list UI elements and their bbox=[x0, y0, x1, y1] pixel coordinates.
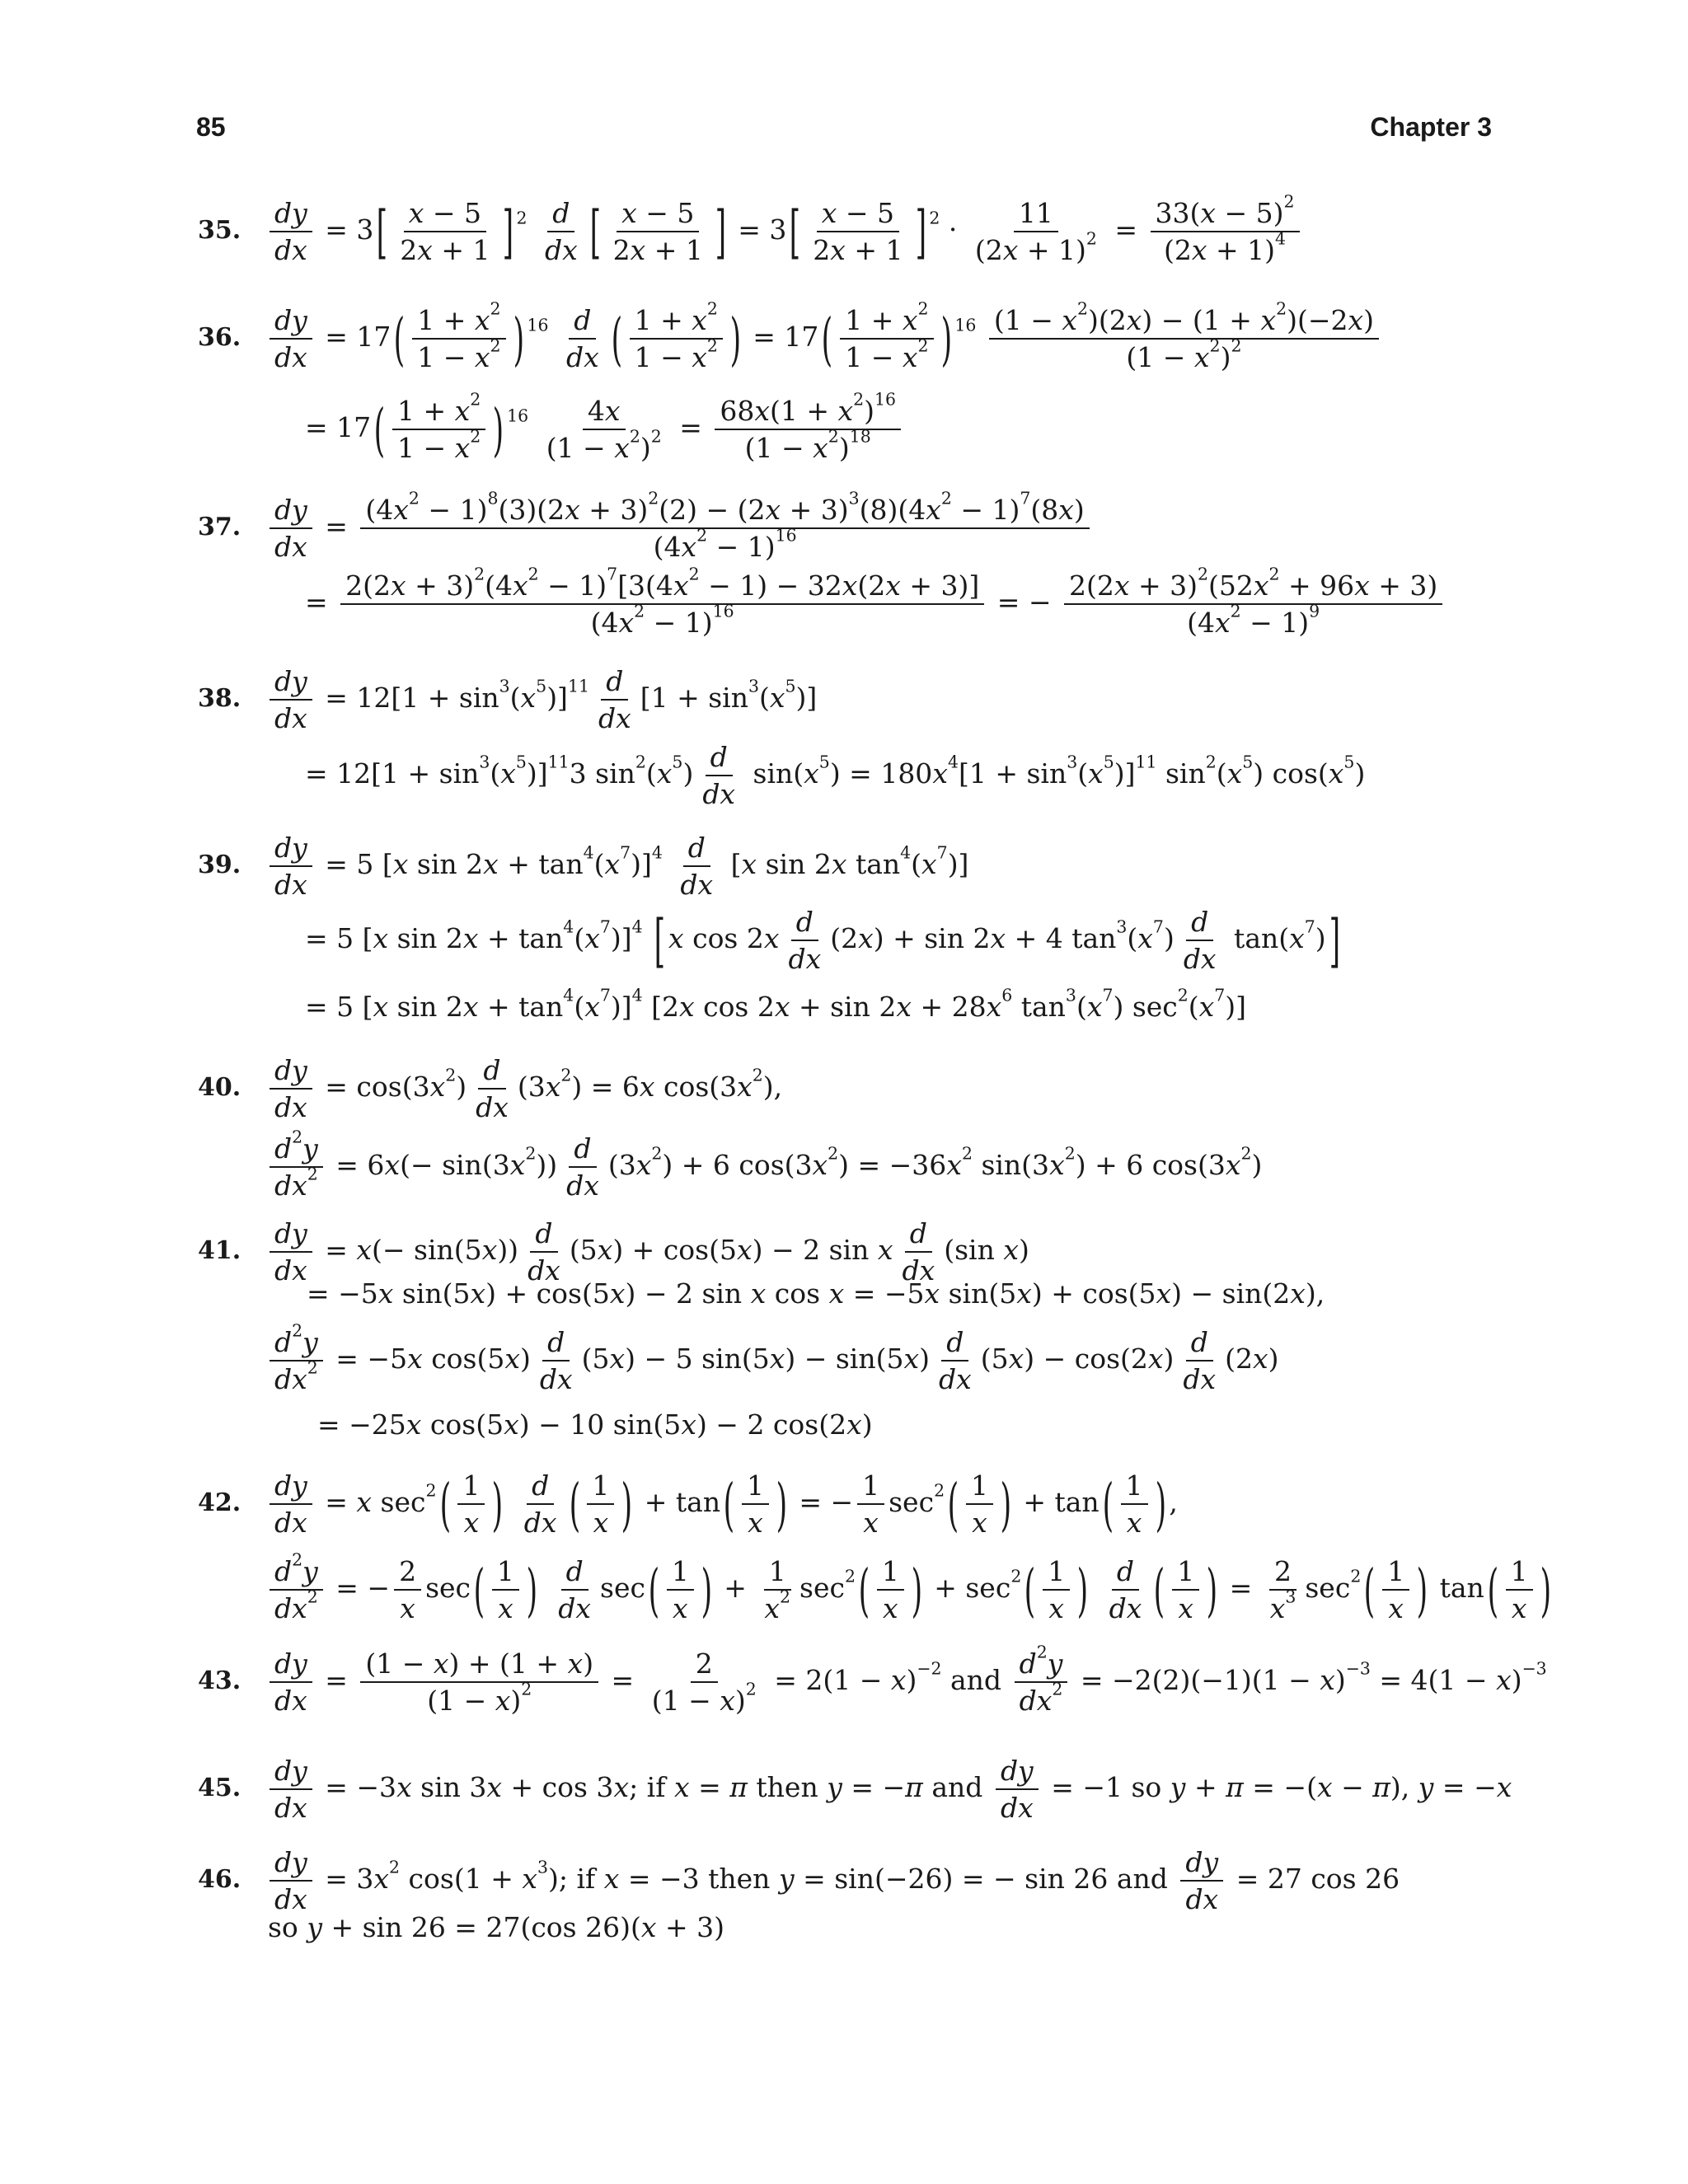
solution-39-line-2: = 5 [x $\sin 2x + \tan^4(x^7)]^4$ [ x cos 2x $\frac{d}{dx}$ (2x) + sin 2x + 4 $\tan^3(x^7)$ $\frac{d}{dx}$ $\tan(x^7)$ ] bbox=[305, 906, 1340, 975]
solution-45: $\frac{dy}{dx}$ = −3x sin 3x + cos 3x; if x = π then y = −π and $\frac{dy}{dx}$ = −1 so y + π = −(x − π), y = −x bbox=[265, 1755, 1512, 1823]
solution-36-line-1: $\frac{dy}{dx}$ = 17 ( $\frac{1 + x^2}{1 - x^2}$ ) $^{16}$ $\frac{d}{dx}$ ( $\frac{1 + x^2}{1 - x^2}$ ) = 17 ( $\frac{1 + x^2}{1 - x^2}$ ) $^{16}$ $\frac{(1 - x^2)(2x) - (1 + x^2)(-2x)}{(1 - x^2)^2}$ bbox=[265, 305, 1383, 373]
problem-number: 38. bbox=[198, 684, 241, 713]
solution-37-line-1: $\frac{dy}{dx}$ = $\frac{(4x^2 - 1)^8(3)(2x + 3)^2(2) - (2x + 3)^3(8)(4x^2 - 1)^7(8x)}{(4x^2 - 1)^{16}}$ bbox=[265, 494, 1094, 562]
chapter-title: Chapter 3 bbox=[1370, 112, 1492, 142]
word-if: if bbox=[646, 1771, 666, 1803]
solution-40-line-1: $\frac{dy}{dx}$ = $\cos(3x^2)$ $\frac{d}{dx}$ $(3x^2) = 6x$ $\cos(3x^2)$, bbox=[265, 1055, 782, 1122]
word-so: so bbox=[1131, 1771, 1162, 1803]
solution-41-line-1: $\frac{dy}{dx}$ = x(− sin(5x)) $\frac{d}{dx}$ (5x) + cos(5x) − 2 sin x $\frac{d}{dx}$ (sin x) bbox=[265, 1218, 1029, 1286]
solution-41-line-3: $\frac{d^2y}{dx^2}$ = −5x cos(5x) $\frac{d}{dx}$ (5x) − 5 sin(5x) − sin(5x) $\frac{d}{dx}$ (5x) − cos(2x) $\frac{d}{dx}$ (2x) bbox=[265, 1327, 1279, 1394]
solution-35: $\frac{dy}{dx}$ = 3 [ $\frac{x - 5}{2x + 1}$ ] $^2$ $\frac{d}{dx}$ [ $\frac{x - 5}{2x + 1}$ ] = 3 [ $\frac{x - 5}{2x + 1}$ ] $^2$ · $\frac{11}{(2x + 1)^2}$ = $\frac{33(x - 5)^2}{(2x + 1)^4}$ bbox=[265, 198, 1304, 265]
solution-38-line-1: $\frac{dy}{dx}$ = $12[1 + \sin^3(x^5)]^{11}$ $\frac{d}{dx}$ $[1 + \sin^3(x^5)]$ bbox=[265, 666, 817, 733]
problem-number: 36. bbox=[198, 323, 241, 352]
word-and: and bbox=[950, 1664, 1002, 1696]
page-number: 85 bbox=[196, 112, 226, 142]
word-and: and bbox=[1116, 1863, 1168, 1895]
word-if: if bbox=[576, 1863, 596, 1895]
problem-number: 46. bbox=[198, 1865, 241, 1894]
word-so: so bbox=[268, 1911, 298, 1943]
problem-number: 37. bbox=[198, 513, 241, 541]
solution-41-line-4: = −25x cos(5x) − 10 sin(5x) − 2 cos(2x) bbox=[317, 1408, 873, 1441]
word-and: and bbox=[931, 1771, 983, 1803]
solution-41-line-2: = −5x sin(5x) + cos(5x) − 2 sin x cos x = −5x sin(5x) + cos(5x) − sin(2x), bbox=[307, 1277, 1325, 1310]
solution-46-line-2: so y + sin 26 = 27(cos 26)(x + 3) bbox=[268, 1911, 724, 1943]
solution-39-line-3: = 5 [x $\sin 2x + \tan^4(x^7)]^4$ [2x $\cos 2x + \sin 2x + 28x^6$ $\tan^3(x^7)$ $\sec^2(x^7)$] bbox=[305, 985, 1247, 1023]
solution-43: $\frac{dy}{dx}$ = $\frac{(1 - x) + (1 + x)}{(1 - x)^2}$ = $\frac{2}{(1 - x)^2}$ = $2(1 - x)^{-2}$ and $\frac{d^2y}{dx^2}$ = $-2(2)(-1)(1 - x)^{-3} = 4(1 - x)^{-3}$ bbox=[265, 1648, 1547, 1716]
solution-42-line-1: $\frac{dy}{dx}$ = x $\sec^2$ ( $\frac{1}{x}$ ) $\frac{d}{dx}$ ( $\frac{1}{x}$ ) + tan ( $\frac{1}{x}$ ) = − $\frac{1}{x}$ $\sec^2$ ( $\frac{1}{x}$ ) + tan ( $\frac{1}{x}$ ) , bbox=[265, 1470, 1178, 1538]
solution-42-line-2: $\frac{d^2y}{dx^2}$ = − $\frac{2}{x}$ sec ( $\frac{1}{x}$ ) $\frac{d}{dx}$ sec ( $\frac{1}{x}$ ) + $\frac{1}{x^2}$ $\sec^2$ ( $\frac{1}{x}$ ) + $\sec^2$ ( $\frac{1}{x}$ ) $\frac{d}{dx}$ ( $\frac{1}{x}$ ) = $\frac{2}{x^3}$ $\sec^2$ ( $\frac{1}{x}$ ) tan ( $\frac{1}{x}$ ) bbox=[265, 1556, 1554, 1624]
word-then: then bbox=[708, 1863, 771, 1895]
solution-37-line-2: = $\frac{2(2x + 3)^2(4x^2 - 1)^7[3(4x^2 - 1) - 32x(2x + 3)]}{(4x^2 - 1)^{16}}$ = − $\frac{2(2x + 3)^2(52x^2 + 96x + 3)}{(4x^2 - 1)^9}$ bbox=[305, 570, 1447, 638]
problem-number: 39. bbox=[198, 851, 241, 879]
problem-number: 42. bbox=[198, 1488, 241, 1517]
solution-40-line-2: $\frac{d^2y}{dx^2}$ = $6x(- \sin(3x^2))$ $\frac{d}{dx}$ $(3x^2) + 6$ $\cos(3x^2) = -36x^2$ $\sin(3x^2) + 6$ $\cos(3x^2)$ bbox=[265, 1133, 1262, 1201]
solution-46-line-1: $\frac{dy}{dx}$ = $3x^2$ $\cos(1 + x^3)$; if x = −3 then y = sin(−26) = − sin 26 and $\frac{dy}{dx}$ = 27 cos 26 bbox=[265, 1847, 1400, 1915]
problem-number: 41. bbox=[198, 1236, 241, 1265]
solution-39-line-1: $\frac{dy}{dx}$ = 5 [x $\sin 2x + \tan^4(x^7)]^4$ $\frac{d}{dx}$ [x sin 2x $\tan^4(x^7)$] bbox=[265, 832, 968, 900]
problem-number: 40. bbox=[198, 1073, 241, 1102]
solution-36-line-2: = 17 ( $\frac{1 + x^2}{1 - x^2}$ ) $^{16}$ $\frac{4x}{(1 - x^2)^2}$ = $\frac{68x(1 + x^2)^{16}}{(1 - x^2)^{18}}$ bbox=[305, 396, 905, 463]
problem-number: 35. bbox=[198, 216, 241, 245]
problem-number: 45. bbox=[198, 1774, 241, 1802]
word-then: then bbox=[756, 1771, 818, 1803]
solution-38-line-2: = $12[1 + \sin^3(x^5)]^{11}3$ $\sin^2(x^5)$ $\frac{d}{dx}$ $\sin(x^5) = 180x^4[1 + \sin^3(x^5)]^{11}$ $\sin^2(x^5)$ $\cos(x^5)$ bbox=[305, 741, 1366, 810]
problem-number: 43. bbox=[198, 1666, 241, 1695]
